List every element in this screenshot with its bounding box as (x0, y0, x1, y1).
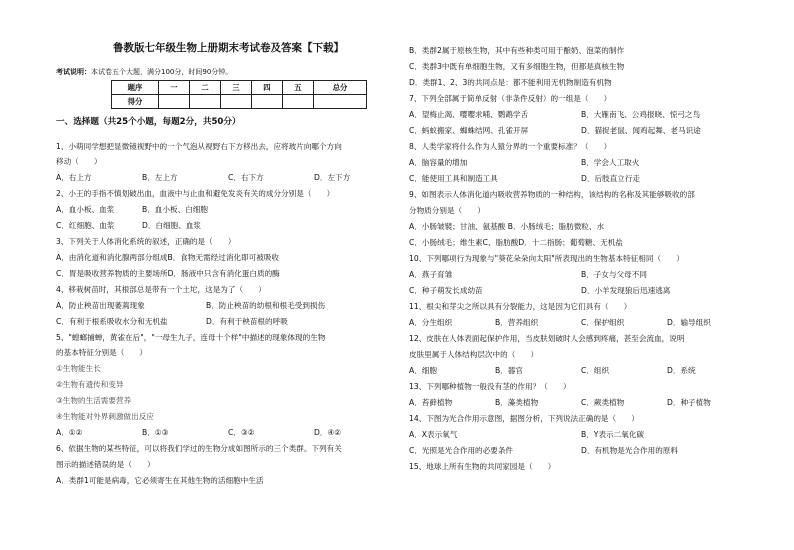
option[interactable]: B．防止秧苗的幼根和根毛受到损伤 (206, 301, 326, 310)
question-text: 5、"螳螂捕蝉，黄雀在后"，"一母生九子，连母十个样"中描述的现象体现的生物 (56, 333, 326, 342)
option[interactable]: A．苔藓植物 (409, 398, 453, 407)
option[interactable]: A．①② (56, 428, 83, 437)
option[interactable]: C．胃是吸收营养物质的主要场所D．肠液中只含有消化蛋白质的酶 (56, 269, 280, 278)
option[interactable]: D．类群1、2、3的共同点是：都不能利用无机物制造有机物 (409, 78, 612, 87)
score-cell[interactable] (252, 95, 283, 109)
option[interactable]: B．左上方 (142, 173, 178, 182)
option[interactable]: D．猫捉老鼠、闻鸡起舞、老马识途 (581, 126, 701, 135)
option[interactable]: C．组织 (581, 366, 610, 375)
option[interactable]: B．营养组织 (495, 318, 539, 327)
option[interactable]: A．防止秧苗出现萎蔫现象 (56, 301, 145, 310)
score-cell[interactable] (314, 95, 367, 109)
option[interactable]: A．分生组织 (409, 318, 453, 327)
statement-item: ①生物能生长 (56, 364, 101, 373)
option[interactable]: B．类群2属于原核生物，其中有些种类可用于酿奶、泡菜的制作 (409, 46, 625, 55)
option[interactable]: C．右下方 (228, 173, 264, 182)
option[interactable]: A．细胞 (409, 366, 437, 375)
exam-note (56, 67, 232, 77)
option[interactable]: C．保护组织 (581, 318, 625, 327)
question-text: 14、下图为光合作用示意图，据图分析，下列说法正确的是（ ） (409, 414, 639, 423)
note-text: 本试卷五个大题，满分100分，时间90分钟。 (91, 68, 233, 76)
section-heading: 一、选择题（共25个小题，每题2分，共50分） (56, 117, 241, 127)
score-cell[interactable] (159, 95, 190, 109)
option[interactable]: A．由消化道和消化腺两部分组成B．食物无需经过消化即可被吸收 (56, 253, 280, 262)
question-text: 11、根尖和芽尖之所以具有分裂能力，这是因为它们具有（ ） (409, 302, 632, 311)
exam-title: 鲁教版七年级生物上册期末考试卷及答案【下载】 (113, 42, 344, 54)
question-text: 移动（ ） (56, 157, 102, 166)
question-text: 12、皮肤在人体表面起保护作用，当皮肤划破时人会感到疼痛，甚至会流血，说明 (409, 334, 685, 343)
score-cell[interactable] (283, 95, 314, 109)
score-header-cell: 三 (221, 81, 252, 95)
option[interactable]: A．血小板、血浆 (56, 205, 115, 214)
option[interactable]: D．系统 (667, 366, 696, 375)
question-text: 4、移栽树苗时，其根部总是带有一个土坨，这是为了（ ） (56, 285, 266, 294)
score-header-cell: 四 (252, 81, 283, 95)
option[interactable]: D．有机物是光合作用的原料 (581, 446, 678, 455)
question-text: 2、小王的手指不慎划破出血，血液中与止血和避免发炎有关的成分分别是（ ） (56, 189, 335, 198)
question-text: 的基本特征分别是（ ） (56, 348, 148, 357)
question-text: 8、人类学家将什么作为人猿分界的一个重要标准？（ ） (409, 142, 612, 151)
option[interactable]: C．光照是光合作用的必要条件 (409, 446, 514, 455)
score-cell[interactable] (221, 95, 252, 109)
option[interactable]: A．脑容量的增加 (409, 158, 468, 167)
option[interactable]: B．血小板、白细胞 (142, 205, 208, 214)
question-text: 13、下列哪种植物一般没有茎的作用？（ ） (409, 382, 571, 391)
statement-item: ③生物的生活需要营养 (56, 396, 132, 405)
option[interactable]: B．Y表示二氧化碳 (581, 430, 645, 439)
option[interactable]: C．③② (228, 428, 255, 437)
option[interactable]: B．子女与父母不同 (581, 270, 647, 279)
option[interactable]: C．红细胞、血浆 (56, 221, 115, 230)
option[interactable]: D．④② (314, 428, 342, 437)
option[interactable]: A．燕子育雏 (409, 270, 453, 279)
question-text: 7、下列全部属于简单反射（非条件反射）的一组是（ ） (409, 94, 612, 103)
option[interactable]: A．X表示氧气 (409, 430, 458, 439)
option[interactable]: A．右上方 (56, 173, 92, 182)
question-text: 1、小萌同学想把显微镜视野中的一个气泡从视野右下方移出去，应将玻片向哪个方向 (56, 142, 342, 151)
question-text: 10、下列哪项行为现象与"葵花朵朵向太阳"所表现出的生物基本特征相同（ ） (409, 254, 684, 263)
score-header-cell: 二 (190, 81, 221, 95)
option[interactable]: D．左下方 (314, 173, 351, 182)
option[interactable]: A．望梅止渴、嘤嘤求哺、鹦鹉学舌 (409, 110, 529, 119)
option[interactable]: D．白细胞、血浆 (142, 221, 202, 230)
option[interactable]: B．器官 (495, 366, 523, 375)
option[interactable]: C．能使用工具和制造工具 (409, 174, 498, 183)
question-text: 分物质分别是（ ） (409, 206, 485, 215)
score-table (111, 80, 367, 109)
option[interactable]: A．小肠皱襞；甘油、氨基酸 B．小肠绒毛；脂肪微粒、水 (409, 222, 605, 231)
score-header-cell: 总分 (314, 81, 367, 95)
option[interactable]: D．输导组织 (667, 318, 711, 327)
score-header-cell: 五 (283, 81, 314, 95)
score-row (112, 95, 367, 109)
score-header-cell: 一 (159, 81, 190, 95)
question-text: 6、依据生物的某些特征，可以将我们学过的生物分成如图所示的三个类群。下列有关 (56, 444, 342, 453)
option[interactable]: D．小羊发现狼后迅速逃离 (581, 286, 671, 295)
option[interactable]: A．类群1可能是病毒，它必须寄生在其他生物的活细胞中生活 (56, 476, 264, 485)
option[interactable]: C．有利于根系吸收水分和无机盐 (56, 317, 168, 326)
option[interactable]: C．类群3中既有单细胞生物，又有多细胞生物，但都是真核生物 (409, 62, 625, 71)
score-cell[interactable] (190, 95, 221, 109)
question-text: 3、下列关于人体消化系统的叙述，正确的是（ ） (56, 237, 236, 246)
option[interactable]: C．小肠绒毛；维生素C、脂肪酸D．十二指肠；葡萄糖、无机盐 (409, 238, 623, 247)
statement-item: ④生物能对外界刺激做出反应 (56, 412, 154, 421)
score-header-row (112, 81, 367, 95)
question-text: 15、地球上所有生物的共同家园是（ ） (409, 462, 556, 471)
statement-item: ②生物有遗传和变异 (56, 380, 124, 389)
option[interactable]: C．蕨类植物 (581, 398, 625, 407)
question-text: 皮肤里属于人体结构层次中的（ ） (409, 350, 539, 359)
score-row-label: 得分 (112, 95, 159, 109)
option[interactable]: B．藻类植物 (495, 398, 539, 407)
option[interactable]: B．大雁南飞、公鸡报晓、惊弓之鸟 (581, 110, 701, 119)
score-header-cell: 题序 (112, 81, 159, 95)
question-text: 9、如图表示人体消化道内吸收营养物质的一种结构，该结构的名称及其能够吸收的部 (409, 190, 695, 199)
option[interactable]: B．①③ (142, 428, 169, 437)
note-label: 考试说明： (56, 68, 91, 76)
option[interactable]: C．蚂蚁搬家、蜘蛛结网、孔雀开屏 (409, 126, 529, 135)
option[interactable]: C．种子萌发长成幼苗 (409, 286, 483, 295)
option[interactable]: D．有利于秧苗根的呼吸 (206, 317, 288, 326)
option[interactable]: D．种子植物 (667, 398, 711, 407)
option[interactable]: B．学会人工取火 (581, 158, 640, 167)
question-text: 图示的描述错误的是（ ） (56, 460, 155, 469)
option[interactable]: D．后肢直立行走 (581, 174, 641, 183)
